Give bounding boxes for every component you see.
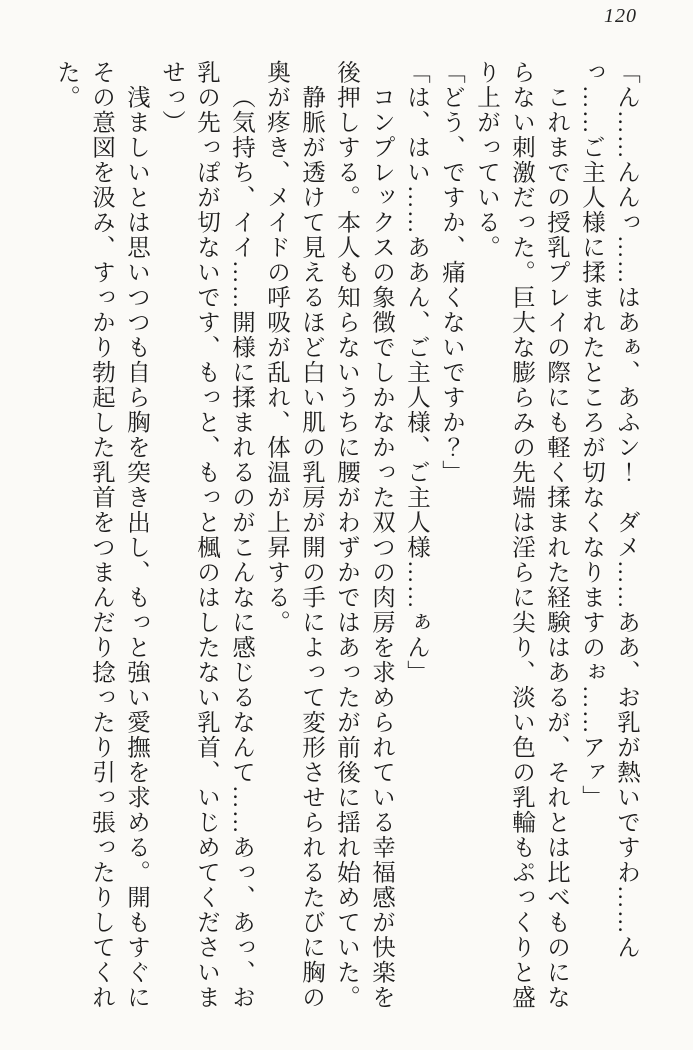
page-number: 120 [604,5,637,27]
paragraph-narration: 静脈が透けて見えるほど白い肌の乳房が開の手によって変形させられるたびに胸の奥が疼き、メイドの呼吸が乱れ、体温が上昇する。 [263,60,324,1010]
paragraph-dialogue: 「ん……んんっ……はあぁ、あふン！ ダメ……ああ、お乳が熱いですわ……んっ……ご主人様に揉まれたところが切なくなりますのぉ……アァ」 [578,60,639,960]
paragraph-narration: これまでの授乳プレイの際にも軽く揉まれた経験はあるが、それとは比べものにならない刺激だった。巨大な膨らみの先端は淫らに尖り、淡い色の乳輪もぷっくりと盛り上がっている。 [473,60,569,1010]
paragraph-narration: コンプレックスの象徴でしかなかった双つの肉房を求められている幸福感が快楽を後押しする。本人も知らないうちに腰がわずかではあったが前後に揺れ始めていた。 [333,60,394,1010]
novel-text-block [48,60,643,1012]
paragraph-narration: 浅ましいとは思いつつも自ら胸を突き出し、もっと強い愛撫を求める。開もすぐにその意図を汲み、すっかり勃起した乳首をつまんだり捻ったり引っ張ったりしてくれた。 [53,60,149,1010]
paragraph-inner-thought: （気持ち、イイ……開様に揉まれるのがこんなに感じるなんて……あっ、あっ、お乳の先っぽが切ないです、もっと、もっと楓のはしたない乳首、いじめてくださいませっ） [158,60,254,1010]
paragraph-dialogue: 「どう、ですか、痛くないですか？」 [438,60,464,485]
paragraph-dialogue: 「は、はい……ああん、ご主人様、ご主人様……ぁん」 [403,60,429,685]
